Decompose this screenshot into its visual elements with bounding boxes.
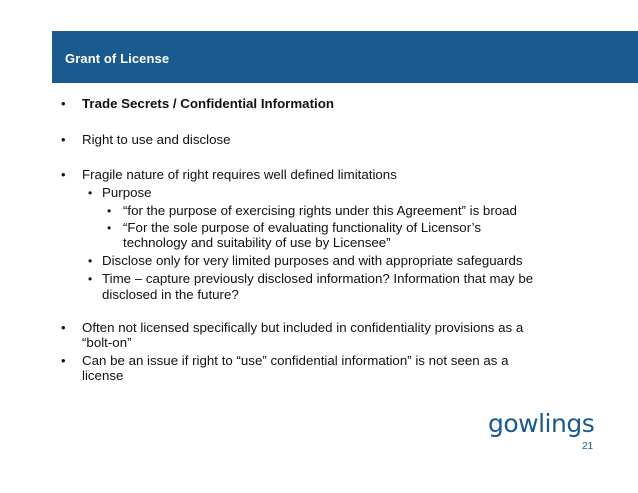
bullet-not-licensed-cont: “bolt-on”: [82, 335, 132, 350]
slide-title: Grant of License: [65, 51, 170, 66]
bullet-dot: •: [88, 272, 93, 286]
bullet-dot: •: [61, 132, 66, 147]
bullet-disclose-limited: Disclose only for very limited purposes and with appropriate safeguards: [102, 253, 523, 268]
bullet-issue-cont: license: [82, 368, 124, 383]
bullet-time: Time – capture previously disclosed information? Information that may be: [102, 271, 534, 286]
bullet-dot: •: [61, 167, 66, 182]
bullet-dot: •: [88, 254, 93, 268]
bullet-dot: •: [107, 204, 112, 218]
bullet-fragile-nature: Fragile nature of right requires well defined limitations: [82, 167, 397, 182]
bullet-sole-purpose: “For the sole purpose of evaluating functionality of Licensor’s: [123, 220, 481, 235]
gowlings-logo: gowlings: [488, 409, 595, 438]
bullet-dot: •: [107, 221, 112, 235]
bullet-issue: Can be an issue if right to “use” confidential information” is not seen as a: [82, 353, 509, 368]
bullet-purpose-broad: “for the purpose of exercising rights under this Agreement” is broad: [123, 203, 517, 218]
bullet-sole-purpose-cont: technology and suitability of use by Licensee”: [123, 235, 391, 250]
page-number: 21: [582, 441, 594, 452]
bullet-trade-secrets: Trade Secrets / Confidential Information: [82, 96, 334, 111]
bullet-dot: •: [88, 186, 93, 200]
bullet-dot: •: [61, 320, 66, 335]
bullet-purpose: Purpose: [102, 185, 152, 200]
bullet-right-to-use: Right to use and disclose: [82, 132, 231, 147]
bullet-dot: •: [61, 96, 66, 111]
bullet-not-licensed: Often not licensed specifically but included in confidentiality provisions as a: [82, 320, 524, 335]
bullet-dot: •: [61, 353, 66, 368]
bullet-time-cont: disclosed in the future?: [102, 287, 239, 302]
